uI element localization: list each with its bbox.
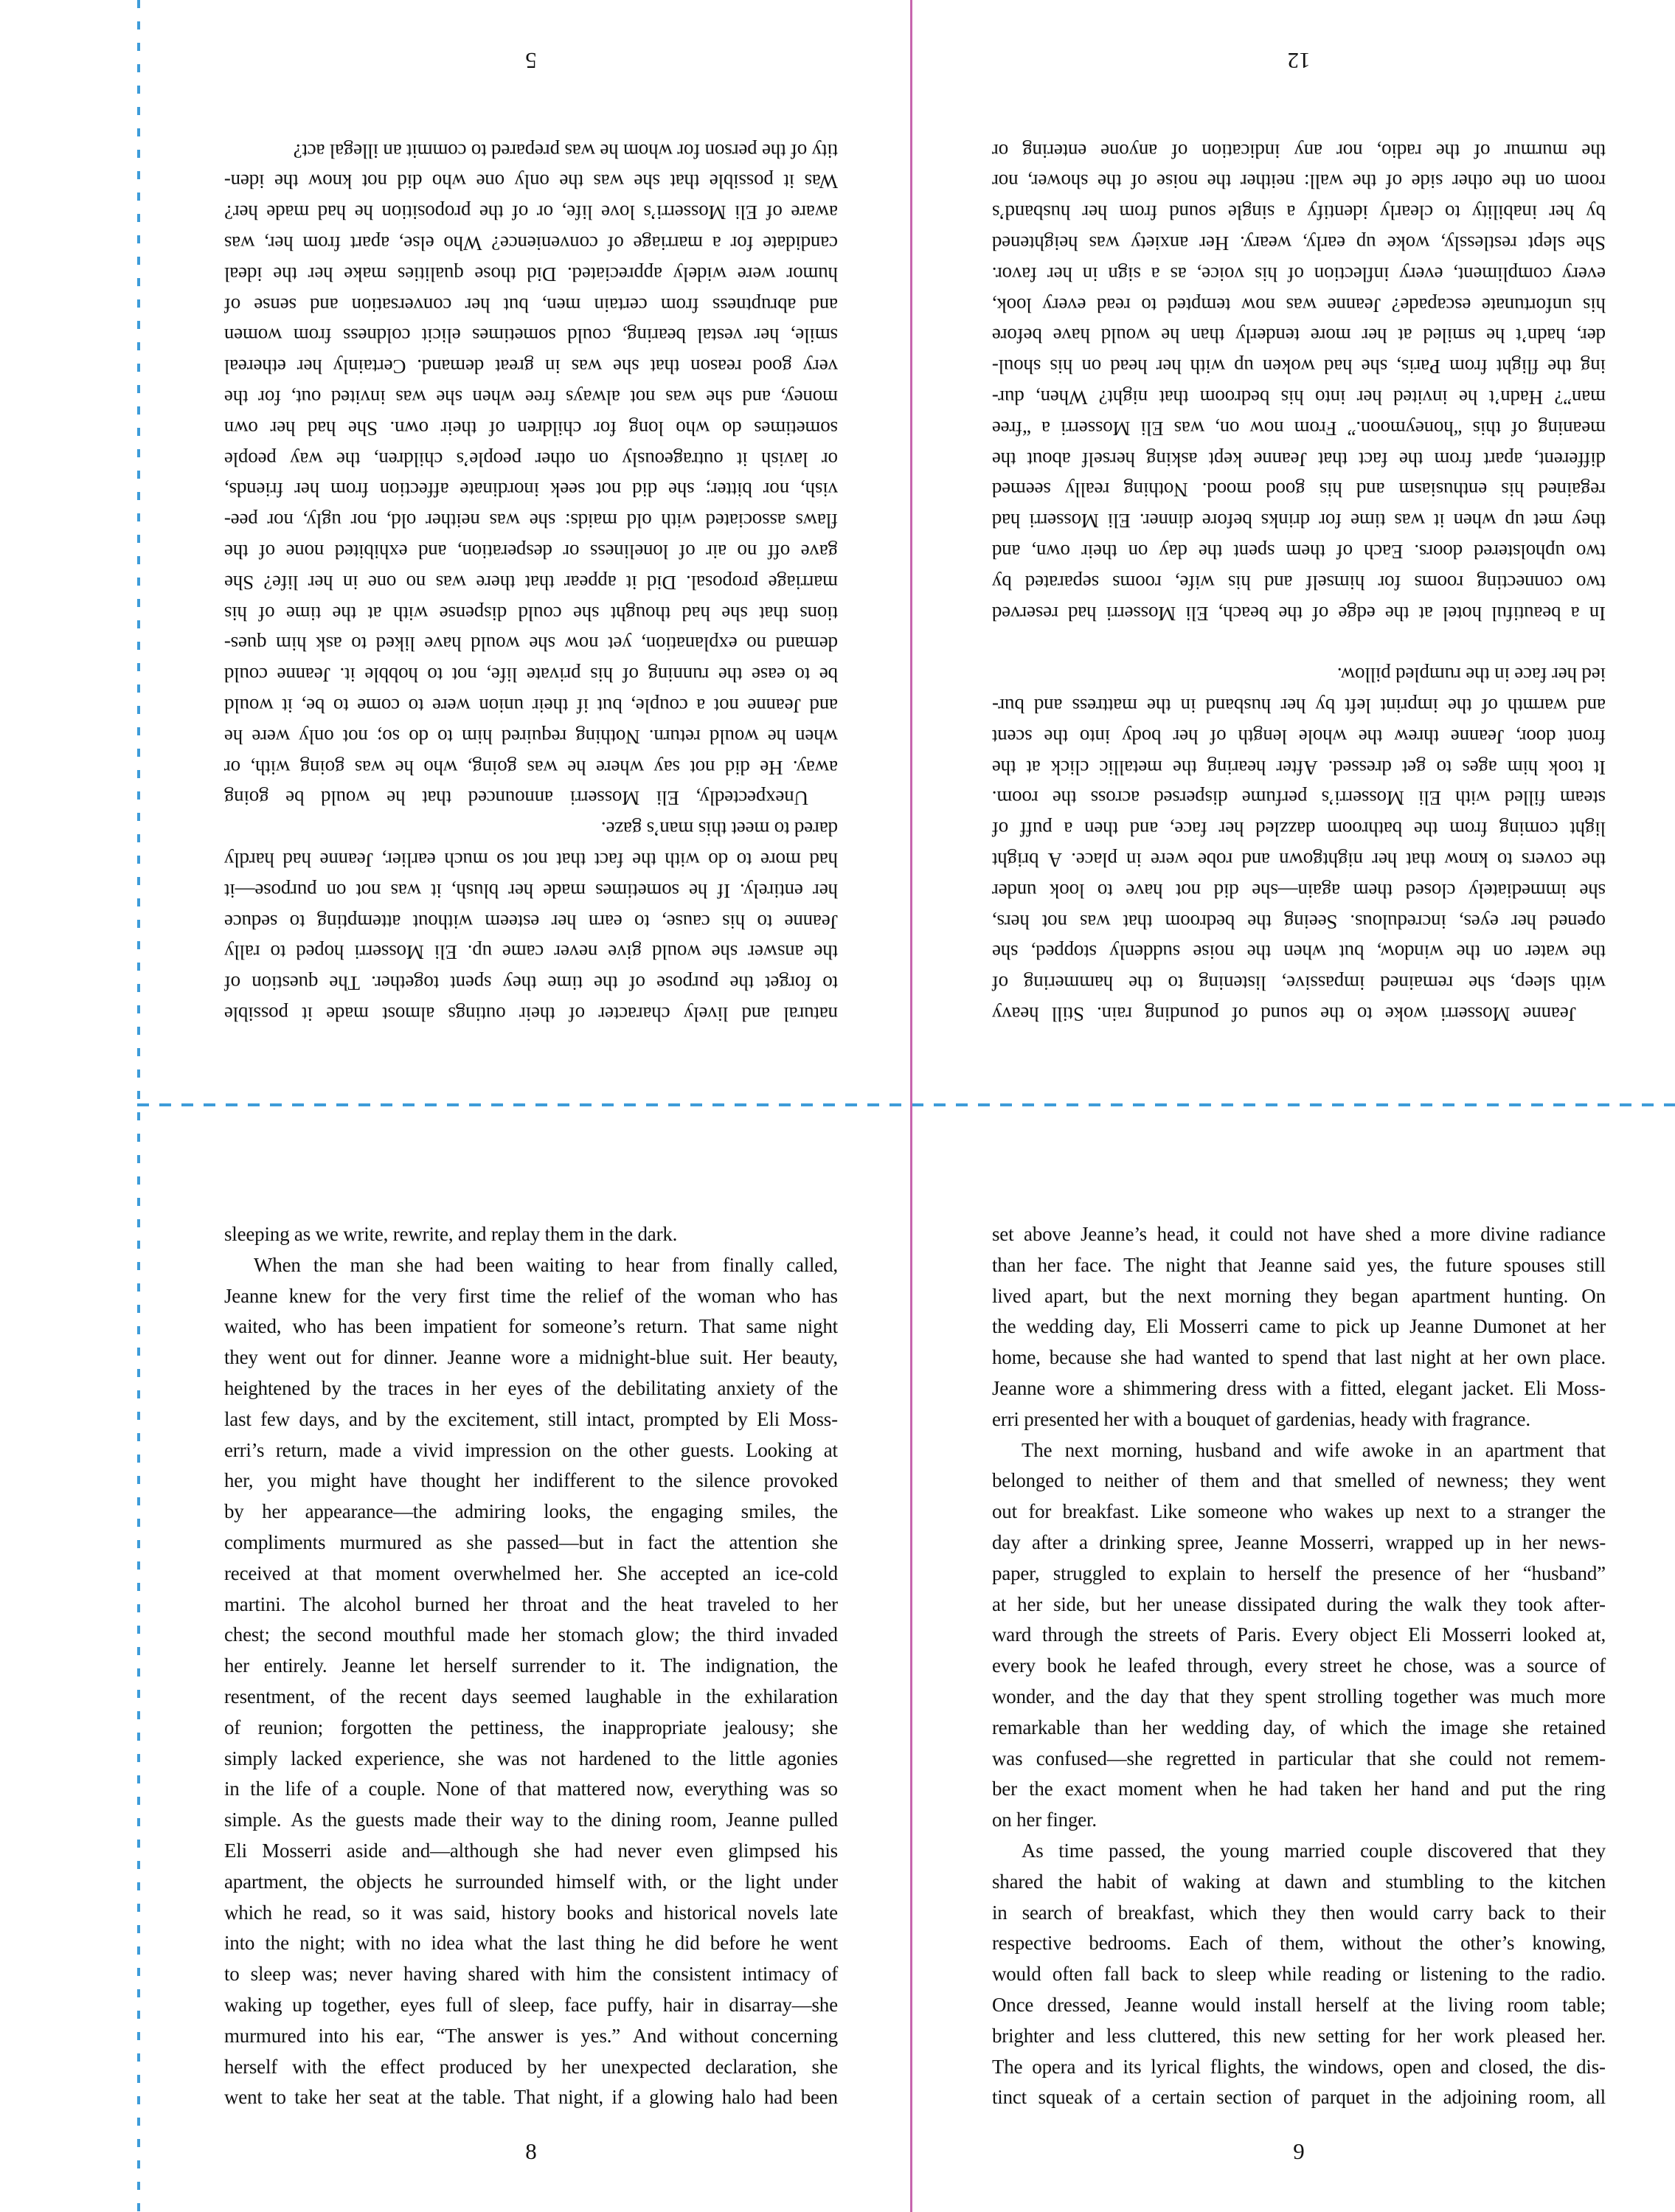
text-line: Jeanne wore a shimmering dress with a fitted, elegant jacket. Eli Moss-: [992, 1376, 1606, 1399]
text-line: would often fall back to sleep while reading or listening to the radio.: [992, 1963, 1606, 1986]
text-line: remarkable than her wedding day, of which the image she retained: [992, 1716, 1606, 1738]
page-8-text: [224, 1219, 838, 2113]
text-line: meaning of this “honeymoon.” From now on, was Eli Mosserri a “free: [992, 417, 1606, 440]
text-line: different, apart from the fact that Jeanne kept asking herself about the: [992, 448, 1606, 471]
page-12-folio: 12: [1287, 48, 1311, 74]
text-line: apartment, the objects he surrounded himself with, or the light under: [224, 1870, 838, 1893]
text-line: into the night; with no idea what the last thing he did before he went: [224, 1932, 838, 1955]
text-line: ing the flight from Paris, she had woken up with her head on his shoul-: [992, 356, 1606, 378]
text-line: respective bedrooms. Each of them, without the other’s knowing,: [992, 1932, 1606, 1955]
text-line: When the man she had been waiting to hear from finally called,: [254, 1253, 838, 1276]
text-line: ber the exact moment when he had taken her hand and put the ring: [992, 1778, 1606, 1800]
text-line: than her face. The night that Jeanne said yes, the future spouses still: [992, 1253, 1606, 1276]
text-line: sleeping as we write, rewrite, and replay them in the dark.: [224, 1223, 678, 1245]
text-line: had more to do with the fact that not so much earlier, Jeanne had hardly: [224, 849, 838, 872]
text-line: the answer she would give never came up. Eli Mosserri hoped to rally: [224, 941, 838, 964]
text-line: in the life of a couple. None of that mattered now, everything was so: [224, 1778, 838, 1800]
text-line: candidate for a marriage of convenience? Who else, apart from her, was: [224, 232, 838, 255]
text-line: humor were widely appreciated. Did those qualities make her the ideal: [224, 263, 838, 285]
text-line: opened her eyes, incredulous. Seeing the bedroom that was not hers,: [992, 910, 1606, 933]
text-line: man”? Hadn’t he invited her into his bedroom that night? When, dur-: [992, 386, 1606, 409]
text-line: steam filled with Eli Mosserri’s perfume dispersed across the room.: [992, 787, 1606, 810]
text-line: to sleep was; never having shared with him the consistent intimacy of: [224, 1963, 838, 1986]
page-5-text: [224, 135, 838, 1029]
text-line: the murmur of the radio, nor any indication of anyone entering or: [992, 139, 1606, 162]
text-line: compliments murmured as she passed—but in fact the attention she: [224, 1530, 838, 1553]
text-line: der, hadn’t he smiled at her more tenderly than he would have before: [992, 325, 1606, 347]
text-line: Eli Mosserri aside and—although she had never even glimpsed his: [224, 1839, 838, 1862]
text-line: aware of Eli Mosserri’s love life, or of the proposition he had made her?: [224, 201, 838, 224]
text-line: her entirely. Jeanne let herself surrender to it. The indignation, the: [224, 1654, 838, 1677]
page-8-folio: 8: [525, 2138, 537, 2164]
text-line: paper, struggled to explain to herself the presence of her “husband”: [992, 1561, 1606, 1584]
text-line: simple. As the guests made their way to the dining room, Jeanne pulled: [224, 1809, 838, 1831]
page-12: [912, 0, 1675, 1105]
text-line: tions that she had thought she could dispense with at the time of his: [224, 602, 838, 625]
text-line: natural and lively character of their outings almost made it possible: [224, 1003, 838, 1025]
text-line: every compliment, every inflection of his voice, as a sign in her favor.: [992, 263, 1606, 285]
text-line: set above Jeanne’s head, it could not have shed a more divine radiance: [992, 1223, 1606, 1245]
text-line: they went out for dinner. Jeanne wore a midnight-blue suit. Her beauty,: [224, 1346, 838, 1369]
text-line: tinct squeak of a certain section of parquet in the adjoining room, all: [992, 2086, 1606, 2109]
text-line: brighter and less cluttered, this new setting for her work pleased her.: [992, 2024, 1606, 2047]
text-line: front door, Jeanne threw the whole length of her body into the scent: [992, 725, 1606, 748]
text-line: was confused—she regretted in particular that she could not remem-: [992, 1747, 1606, 1769]
text-line: wonder, and the day that they spent strolling together was much more: [992, 1685, 1606, 1707]
text-line: She slept restlessly, woke up early, weary. Her anxiety was heightened: [992, 232, 1606, 255]
page-5-folio: 5: [525, 48, 537, 74]
text-line: away. He did not say where he was going, who he was going with, or: [224, 756, 838, 779]
text-line: It took him ages to get dressed. After hearing the metallic click at the: [992, 756, 1606, 779]
text-line: waking up together, eyes full of sleep, face puffy, hair in disarray—she: [224, 1993, 838, 2016]
text-line: martini. The alcohol burned her throat and the heat traveled to her: [224, 1592, 838, 1615]
text-line: the covers to know that her nightgown and robe were in place. A bright: [992, 849, 1606, 872]
text-line: Jeanne knew for the very first time the relief of the woman who has: [224, 1284, 838, 1307]
text-line: be to ease the running of his private life, not to hobble it. Jeanne could: [224, 664, 838, 687]
text-line: lived apart, but the next morning they began apartment hunting. On: [992, 1284, 1606, 1307]
text-line: went to take her seat at the table. That night, if a glowing halo had been: [224, 2086, 838, 2109]
text-line: erri’s return, made a vivid impression on the other guests. Looking at: [224, 1438, 838, 1461]
text-line: by her inability to clearly identify a single sound from her husband’s: [992, 201, 1606, 224]
text-line: In a beautiful hotel at the edge of the beach, Eli Mosserri had reserved: [992, 602, 1606, 625]
text-line: on her finger.: [992, 1809, 1097, 1831]
page-9-text: [992, 1219, 1606, 2113]
text-line: Unexpectedly, Eli Mosserri announced that he would be going: [224, 787, 808, 810]
text-line: and Jeanne not a couple, but if their union were to come to be, it would: [224, 695, 838, 718]
text-line: and warmth of the imprint left by her husband in the mattress and bur-: [992, 695, 1606, 718]
text-line: to forget the purpose of the time they spent together. The question of: [224, 972, 838, 995]
text-line: she immediately closed them again—she did not have to look under: [992, 879, 1606, 902]
text-line: her entirely. If he sometimes made her blush, it was not on purpose—it: [224, 879, 838, 902]
text-line: day after a drinking spree, Jeanne Mosserri, wrapped up in her news-: [992, 1530, 1606, 1553]
text-line: sometimes do who long for children of their own. She had her own: [224, 417, 838, 440]
text-line: tity of the person for whom he was prepared to commit an illegal act?: [293, 139, 838, 162]
text-line: out for breakfast. Like someone who wakes up next to a stranger the: [992, 1500, 1606, 1523]
text-line: smile, her vestal bearing, could sometimes elicit coldness from women: [224, 325, 838, 347]
text-line: chest; the second mouthful made her stomach glow; the third invaded: [224, 1623, 838, 1646]
page-8: [139, 1107, 912, 2212]
text-line: ied her face in the rumpled pillow.: [1337, 664, 1606, 687]
text-line: belonged to neither of them and that smelled of newness; they went: [992, 1469, 1606, 1492]
text-line: herself with the effect produced by her unexpected declaration, she: [224, 2055, 838, 2078]
text-line: two upholstered doors. Each of them spent the day on their own, and: [992, 541, 1606, 564]
text-line: by her appearance—the admiring looks, the engaging smiles, the: [224, 1500, 838, 1523]
text-line: heightened by the traces in her eyes of the debilitating anxiety of the: [224, 1376, 838, 1399]
text-line: dared to meet this man’s gaze.: [601, 818, 838, 841]
text-line: Was it possible that she was the only one who did not know the iden-: [224, 170, 838, 193]
text-line: murmured into his ear, “The answer is yes.” And without concerning: [224, 2024, 838, 2047]
text-line: waited, who has been impatient for someone’s return. That same night: [224, 1315, 838, 1338]
text-line: room on the other side of the wall: neither the noise of the shower, nor: [992, 170, 1606, 193]
text-line: which he read, so it was said, history books and historical novels late: [224, 1901, 838, 1924]
page-9: [912, 1107, 1675, 2212]
page-12-text: [992, 135, 1606, 1029]
text-line: when he would return. Nothing required him to do so; not only were he: [224, 725, 838, 748]
text-line: The opera and its lyrical flights, the windows, open and closed, the dis-: [992, 2055, 1606, 2078]
text-line: very good reason that she was in great demand. Certainly her ethereal: [224, 356, 838, 378]
text-line: every book he leafed through, every street he chose, was a source of: [992, 1654, 1606, 1677]
text-line: home, because she had wanted to spend that last night at her own place.: [992, 1346, 1606, 1369]
text-line: resentment, of the recent days seemed laughable in the exhilaration: [224, 1685, 838, 1707]
text-line: his unfortunate escapade? Jeanne was now tempted to read every look,: [992, 294, 1606, 316]
text-line: her, you might have thought her indifferent to the silence provoked: [224, 1469, 838, 1492]
text-line: of reunion; forgotten the pettiness, the inappropriate jealousy; she: [224, 1716, 838, 1738]
text-line: received at that moment overwhelmed her. She accepted an ice-cold: [224, 1561, 838, 1584]
text-line: they met up when it was time for drinks before dinner. Eli Mosserri had: [992, 510, 1606, 533]
text-line: erri presented her with a bouquet of gardenias, heady with fragrance.: [992, 1407, 1530, 1430]
text-line: and abruptness from certain men, but her conversation and sense of: [224, 294, 838, 316]
text-line: ward through the streets of Paris. Every object Eli Mosserri looked at,: [992, 1623, 1606, 1646]
text-line: flaws associated with old maids: she was neither old, nor ugly, nor pee-: [224, 510, 838, 533]
page-5: [139, 0, 912, 1105]
text-line: light coming from the bathroom dazzled her face, and then a puff of: [992, 818, 1606, 841]
page-9-folio: 9: [1293, 2138, 1305, 2164]
text-line: demand no explanation, yet now she would have liked to ask him ques-: [224, 633, 838, 656]
text-line: in search of breakfast, which they then would carry back to their: [992, 1901, 1606, 1924]
text-line: the wedding day, Eli Mosserri came to pick up Jeanne Dumonet at her: [992, 1315, 1606, 1338]
text-line: The next morning, husband and wife awoke in an apartment that: [1022, 1438, 1606, 1461]
text-line: regained his enthusiasm and his good mood. Nothing really seemed: [992, 479, 1606, 502]
text-line: shared the habit of waking at dawn and stumbling to the kitchen: [992, 1870, 1606, 1893]
text-line: the water on the window, but when the noise suddenly stopped, she: [992, 941, 1606, 964]
text-line: money, and she was not always free when she was invited out, for the: [224, 386, 838, 409]
text-line: or lavish it outrageously on other people’s children, the way people: [224, 448, 838, 471]
text-line: As time passed, the young married couple discovered that they: [1022, 1839, 1606, 1862]
text-line: gave off no air of loneliness or desperation, and exhibited none of the: [224, 541, 838, 564]
text-line: with sleep, she remained impassive, listening to the hammering of: [992, 972, 1606, 995]
text-line: two connecting rooms for himself and his wife, rooms separated by: [992, 571, 1606, 594]
text-line: marriage proposal. Did it appear that there was no one in her life? She: [224, 571, 838, 594]
text-line: Jeanne to his cause, to earn her esteem without attempting to seduce: [224, 910, 838, 933]
text-line: Jeanne Mosserri woke to the sound of pounding rain. Still heavy: [992, 1003, 1576, 1025]
text-line: last few days, and by the excitement, still intact, prompted by Eli Moss-: [224, 1407, 838, 1430]
text-line: vish, nor bitter; she did not seek inordinate affection from her friends,: [224, 479, 838, 502]
text-line: at her side, but her unease dissipated during the walk they took after-: [992, 1592, 1606, 1615]
text-line: simply lacked experience, she was not hardened to the little agonies: [224, 1747, 838, 1769]
text-line: Once dressed, Jeanne would install herself at the living room table;: [992, 1993, 1606, 2016]
